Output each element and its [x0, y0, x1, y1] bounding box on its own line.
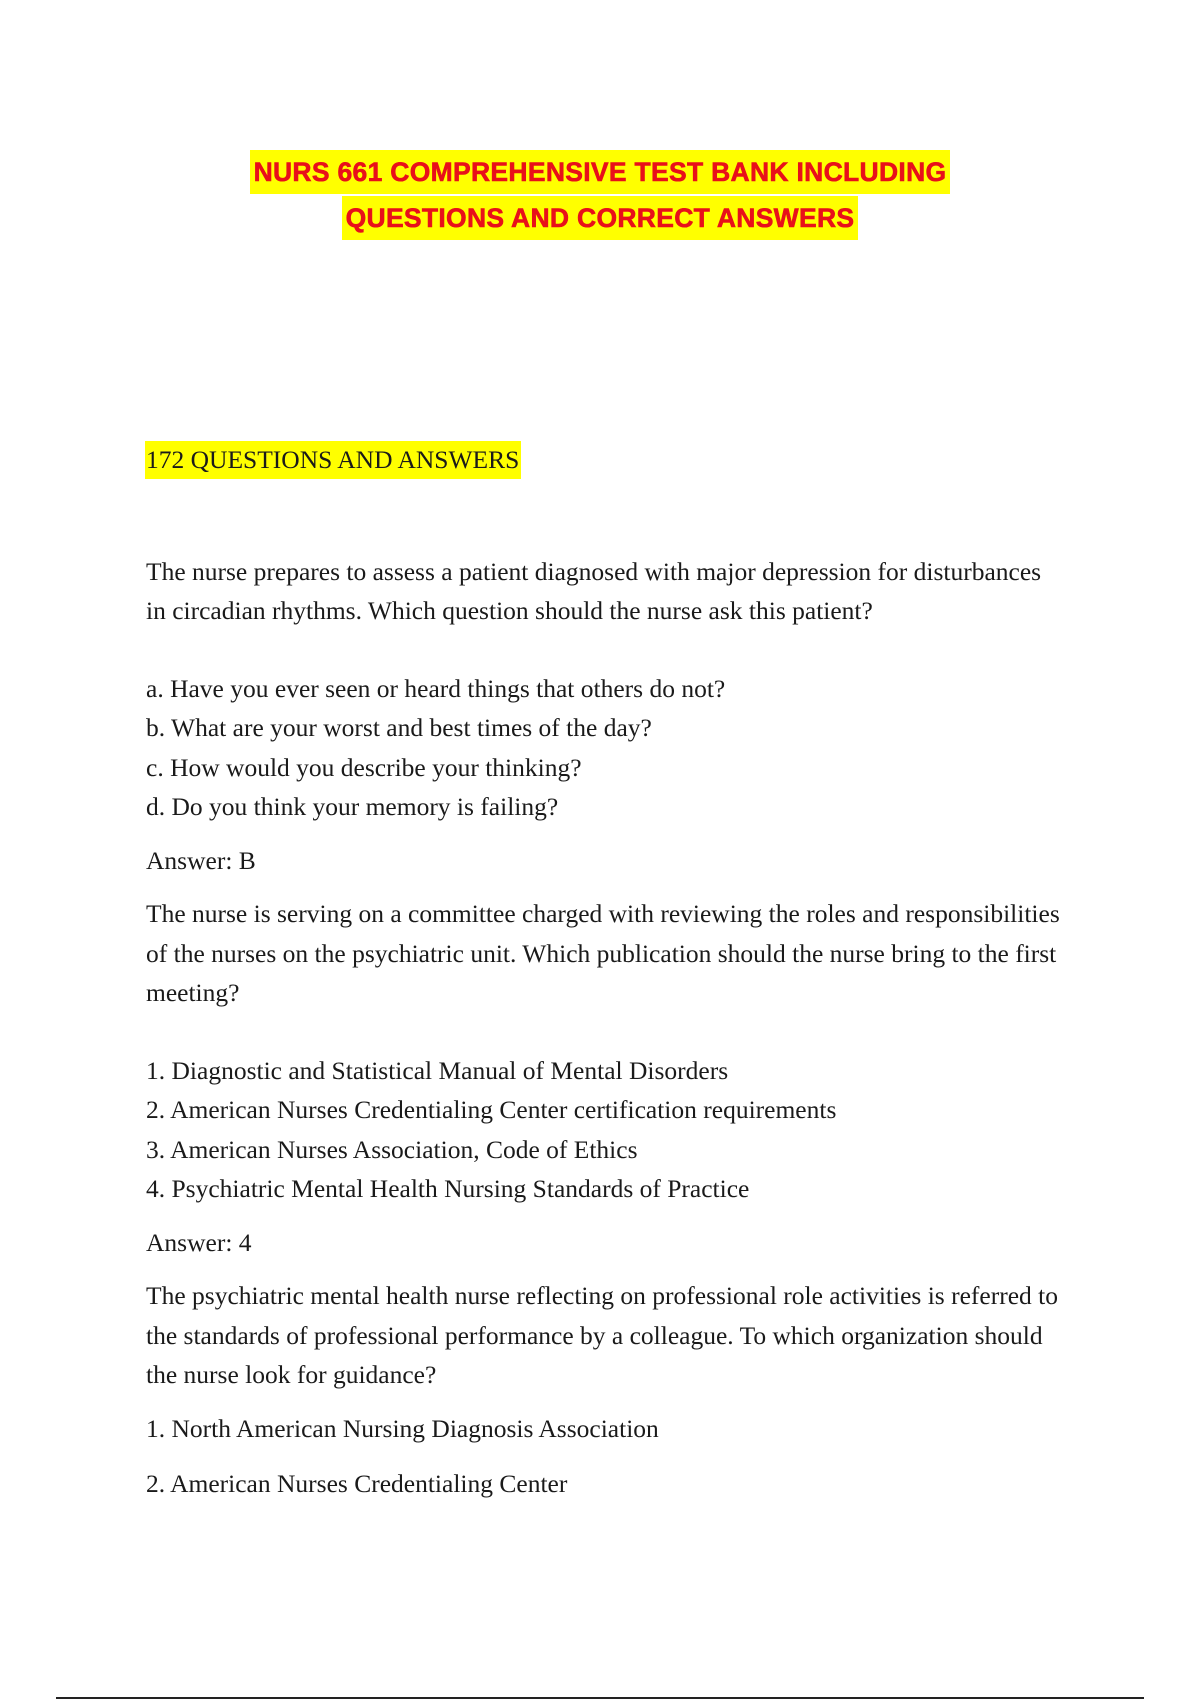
title-line-1: NURS 661 COMPREHENSIVE TEST BANK INCLUDING [250, 150, 951, 194]
question-block [146, 1276, 1066, 1504]
option-item: c. How would you describe your thinking? [146, 752, 582, 782]
document-title [0, 150, 1200, 242]
option-item: 1. North American Nursing Diagnosis Association [146, 1413, 659, 1443]
title-line-2: QUESTIONS AND CORRECT ANSWERS [342, 196, 859, 240]
question-stem: The nurse is serving on a committee charged with reviewing the roles and responsibilities of the nurses on the psychiatric unit. Which publication should the nurse bring to the first meeting? [146, 899, 1060, 1007]
option-item: 1. Diagnostic and Statistical Manual of Mental Disorders [146, 1055, 729, 1085]
question-count-label: 172 QUESTIONS AND ANSWERS [145, 441, 521, 479]
option-item: 4. Psychiatric Mental Health Nursing Standards of Practice [146, 1174, 750, 1203]
option-item: 2. American Nurses Credentialing Center certification requirements [146, 1095, 837, 1124]
option-list [146, 1409, 1066, 1504]
question-stem: The nurse prepares to assess a patient diagnosed with major depression for disturbances in circadian rhythms. Which question should the nurse ask this patient? [146, 556, 1042, 625]
option-item: 2. American Nurses Credentialing Center [146, 1469, 568, 1498]
question-stem: The psychiatric mental health nurse reflecting on professional role activities is referred to the standards of professional performance by a colleague. To which organization should the nurse look for guidance? [146, 1281, 1058, 1389]
option-item: d. Do you think your memory is failing? [146, 792, 559, 821]
option-list [146, 669, 1066, 827]
page-bottom-rule [56, 1697, 1144, 1699]
option-item: a. Have you ever seen or heard things that others do not? [146, 673, 726, 703]
document-body [146, 440, 1066, 1504]
option-list [146, 1051, 1066, 1209]
question-block [146, 552, 1066, 881]
answer-line: Answer: B [146, 845, 256, 875]
option-item: b. What are your worst and best times of the day? [146, 713, 652, 742]
answer-line: Answer: 4 [146, 1227, 252, 1257]
option-item: 3. American Nurses Association, Code of Ethics [146, 1134, 638, 1164]
question-block [146, 894, 1066, 1262]
